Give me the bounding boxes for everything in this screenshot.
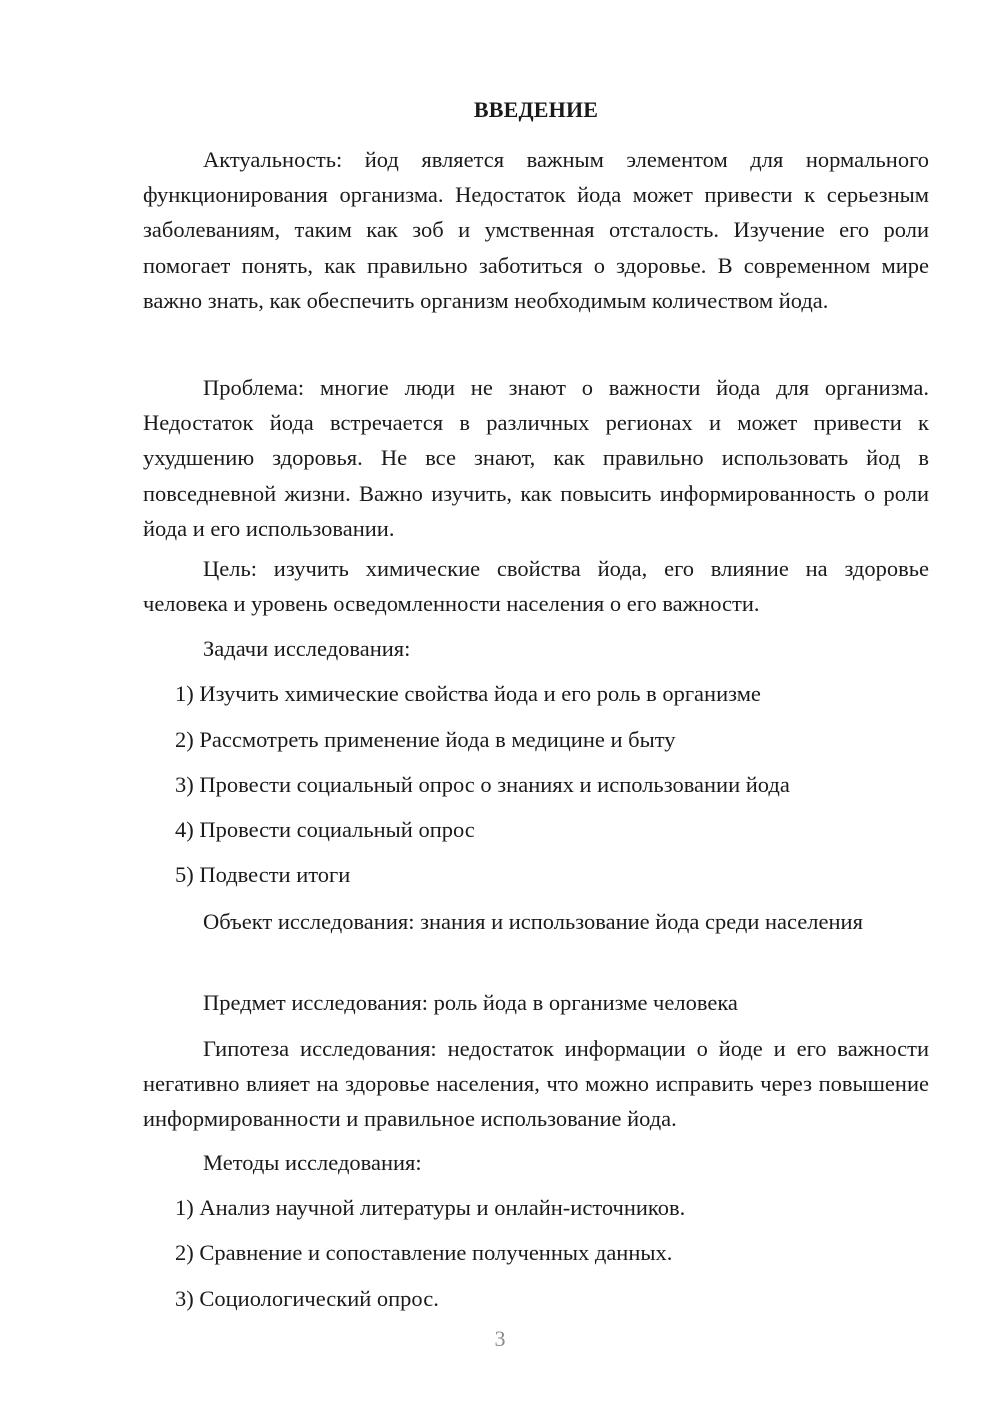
paragraph-hypothesis: Гипотеза исследования: недостаток информации о йоде и его важности негативно влияет на здоровье населения, что можно исправить через повышение информированности и правильное использование йода. — [143, 1036, 929, 1132]
method-item: 1) Анализ научной литературы и онлайн-источников. — [175, 1195, 686, 1220]
paragraph-subject: Предмет исследования: роль йода в организме человека — [203, 990, 738, 1015]
task-item: 2) Рассмотреть применение йода в медицине и быту — [175, 727, 676, 752]
paragraph-problem: Проблема: многие люди не знают о важности йода для организма. Недостаток йода встречается в различных регионах и может привести к ухудшению здоровья. Не все знают, как правильно использовать йод в повседневной жизни. Важно изучить, как повысить информированность о роли йода и его использовании. — [143, 375, 929, 541]
task-item: 5) Подвести итоги — [175, 862, 351, 887]
page-number: 3 — [494, 1326, 506, 1351]
task-item: 4) Провести социальный опрос — [175, 817, 475, 842]
task-item: 1) Изучить химические свойства йода и его роль в организме — [175, 681, 761, 706]
paragraph-relevance: Актуальность: йод является важным элементом для нормального функционирования организма. Недостаток йода может привести к серьезным заболеваниям, таким как зоб и умственная отсталость. Изучение его роли помогает понять, как правильно заботиться о здоровье. В современном мире важно знать, как обеспечить организм необходимым количеством йода. — [143, 147, 929, 313]
methods-heading: Методы исследования: — [203, 1150, 422, 1175]
paragraph-object: Объект исследования: знания и использование йода среди населения — [203, 909, 863, 934]
paragraph-goal: Цель: изучить химические свойства йода, его влияние на здоровье человека и уровень осведомленности населения о его важности. — [143, 556, 929, 617]
task-item: 3) Провести социальный опрос о знаниях и использовании йода — [175, 772, 790, 797]
method-item: 2) Сравнение и сопоставление полученных данных. — [175, 1240, 673, 1265]
tasks-heading: Задачи исследования: — [203, 636, 411, 661]
section-title: ВВЕДЕНИЕ — [473, 97, 599, 122]
method-item: 3) Социологический опрос. — [175, 1286, 439, 1311]
